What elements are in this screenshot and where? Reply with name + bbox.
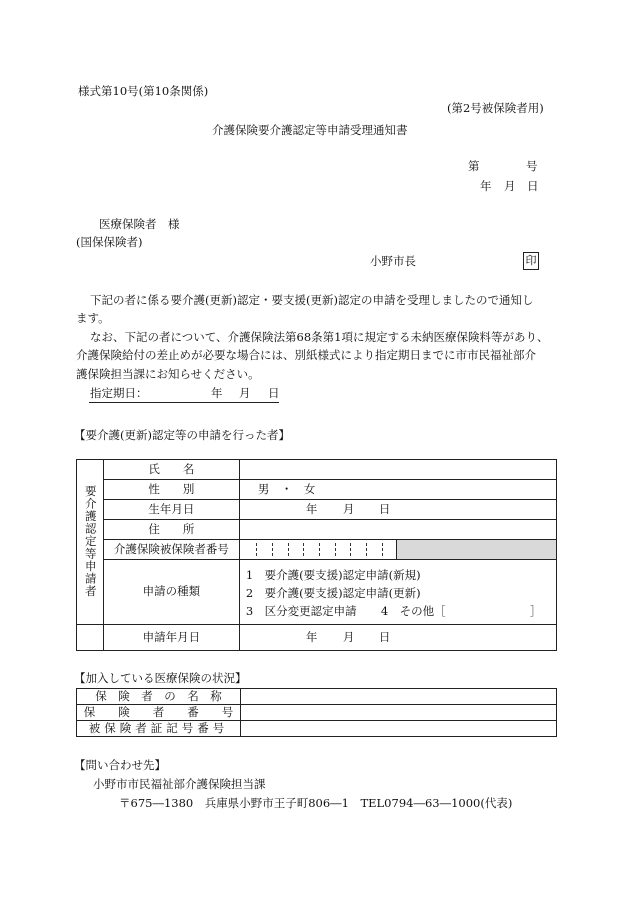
digit-separator: [272, 543, 273, 556]
name-value-cell[interactable]: [239, 460, 556, 480]
insurer-name-label-cell: [77, 689, 241, 705]
deadline-label: 指定期日：: [90, 386, 148, 400]
addressee-name: 医療保険者: [99, 217, 157, 231]
type-value-cell: [239, 560, 556, 625]
address-label-cell: [103, 520, 239, 540]
document-title: 介護保険要介護認定等申請受理通知書: [212, 123, 408, 137]
form-number: 様式第10号(第10条関係): [78, 84, 209, 98]
type-option-4-close: ］: [529, 604, 542, 618]
birth-value-cell[interactable]: [239, 500, 556, 520]
number-label-left: 第: [468, 159, 480, 173]
address-value-cell[interactable]: [239, 520, 556, 540]
type-label-cell: [103, 560, 239, 625]
insurer-name-label: 保 険 者 の 名 称: [95, 688, 222, 703]
number-label-right: 号: [526, 159, 538, 173]
type-option-4[interactable]: 4 その他［: [380, 604, 446, 618]
date-month: 月: [504, 179, 516, 193]
apply-month: 月: [342, 630, 355, 644]
deadline-month: 月: [239, 386, 251, 400]
applicant-table: [76, 459, 557, 651]
type-option-2[interactable]: 2 要介護(要支援)認定申請(更新): [245, 586, 421, 600]
applicant-heading: 【要介護(更新)認定等の申請を行った者】: [74, 428, 290, 442]
insurance-heading: 【加入している医療保険の状況】: [74, 671, 247, 685]
seal-mark: 印: [523, 252, 539, 270]
contact-heading: 【問い合わせ先】: [74, 758, 166, 772]
insurer-number-label-cell: [77, 705, 241, 721]
birth-label: 生年月日: [148, 501, 195, 516]
digit-separator: [319, 543, 320, 556]
birth-day: 日: [378, 502, 391, 516]
digit-separator: [335, 543, 336, 556]
type-label: 申請の種類: [142, 584, 201, 599]
card-symbol-label: 被保険者証記号番号: [88, 720, 229, 735]
apply-date-label: 申請年月日: [142, 629, 201, 644]
body-line-4: 介護保険給付の差止めが必要な場合には、別紙様式により指定期日までに市市民福祉部介: [76, 348, 536, 362]
digit-separator: [303, 543, 304, 556]
apply-date-label-cell: [103, 625, 239, 651]
target-note: (第2号被保険者用): [447, 101, 544, 115]
birth-year: 年: [305, 502, 318, 516]
body-line-1: 下記の者に係る要介護(更新)認定・要支援(更新)認定の申請を受理しましたので通知し: [90, 293, 534, 307]
insurer-name-value-cell[interactable]: [240, 689, 556, 705]
applicant-side-label: 要介護認定等申請者: [83, 484, 98, 597]
applicant-side-label-cell: [77, 460, 104, 625]
deadline-day: 日: [268, 386, 280, 400]
name-label: 氏 名: [148, 461, 195, 476]
apply-date-side-cell: [77, 625, 104, 651]
birth-month: 月: [342, 502, 355, 516]
digit-separator: [382, 543, 383, 556]
digit-separator: [256, 543, 257, 556]
body-line-5: 護保険担当課にお知らせください。: [76, 367, 260, 381]
sex-value-cell[interactable]: [239, 480, 556, 500]
apply-day: 日: [378, 630, 391, 644]
insurer-number-label: 保 険 者 番 号: [83, 704, 234, 719]
birth-label-cell: [103, 500, 239, 520]
body-line-3: なお、下記の者について、介護保険法第68条第1項に規定する未納医療保険料等があり、: [90, 330, 549, 344]
digit-separator: [350, 543, 351, 556]
issuer-name: 小野市長: [370, 254, 416, 268]
date-year: 年: [480, 179, 492, 193]
insured-no-value-cell[interactable]: [239, 540, 397, 560]
address-label: 住 所: [148, 521, 195, 536]
body-line-2: ます。: [76, 311, 110, 325]
contact-department: 小野市市民福祉部介護保険担当課: [93, 777, 266, 791]
insured-no-label-cell: [103, 540, 239, 560]
contact-address: 〒675―1380 兵庫県小野市王子町806―1 TEL0794―63―1000(代表): [119, 796, 513, 810]
date-day: 日: [527, 179, 539, 193]
insurer-number-value-cell[interactable]: [240, 705, 556, 721]
deadline-year: 年: [211, 386, 223, 400]
type-option-3[interactable]: 3 区分変更認定申請: [245, 604, 357, 618]
digit-separator: [366, 543, 367, 556]
type-option-1[interactable]: 1 要介護(要支援)認定申請(新規): [245, 568, 421, 582]
sex-label: 性 別: [148, 481, 195, 496]
digit-separator: [288, 543, 289, 556]
insured-no-shaded-cell: [397, 540, 557, 560]
card-symbol-label-cell: [77, 721, 241, 737]
name-label-cell: [103, 460, 239, 480]
insurance-table: [76, 688, 557, 737]
sex-label-cell: [103, 480, 239, 500]
card-symbol-value-cell[interactable]: [240, 721, 556, 737]
deadline-underline: [89, 402, 279, 403]
insured-no-label: 介護保険被保険者番号: [113, 541, 229, 556]
sex-value: 男 ・ 女: [257, 481, 316, 496]
addressee-note: (国保保険者): [76, 235, 143, 249]
apply-date-value-cell[interactable]: [239, 625, 556, 651]
addressee-honorific: 様: [168, 217, 180, 231]
apply-year: 年: [305, 630, 318, 644]
